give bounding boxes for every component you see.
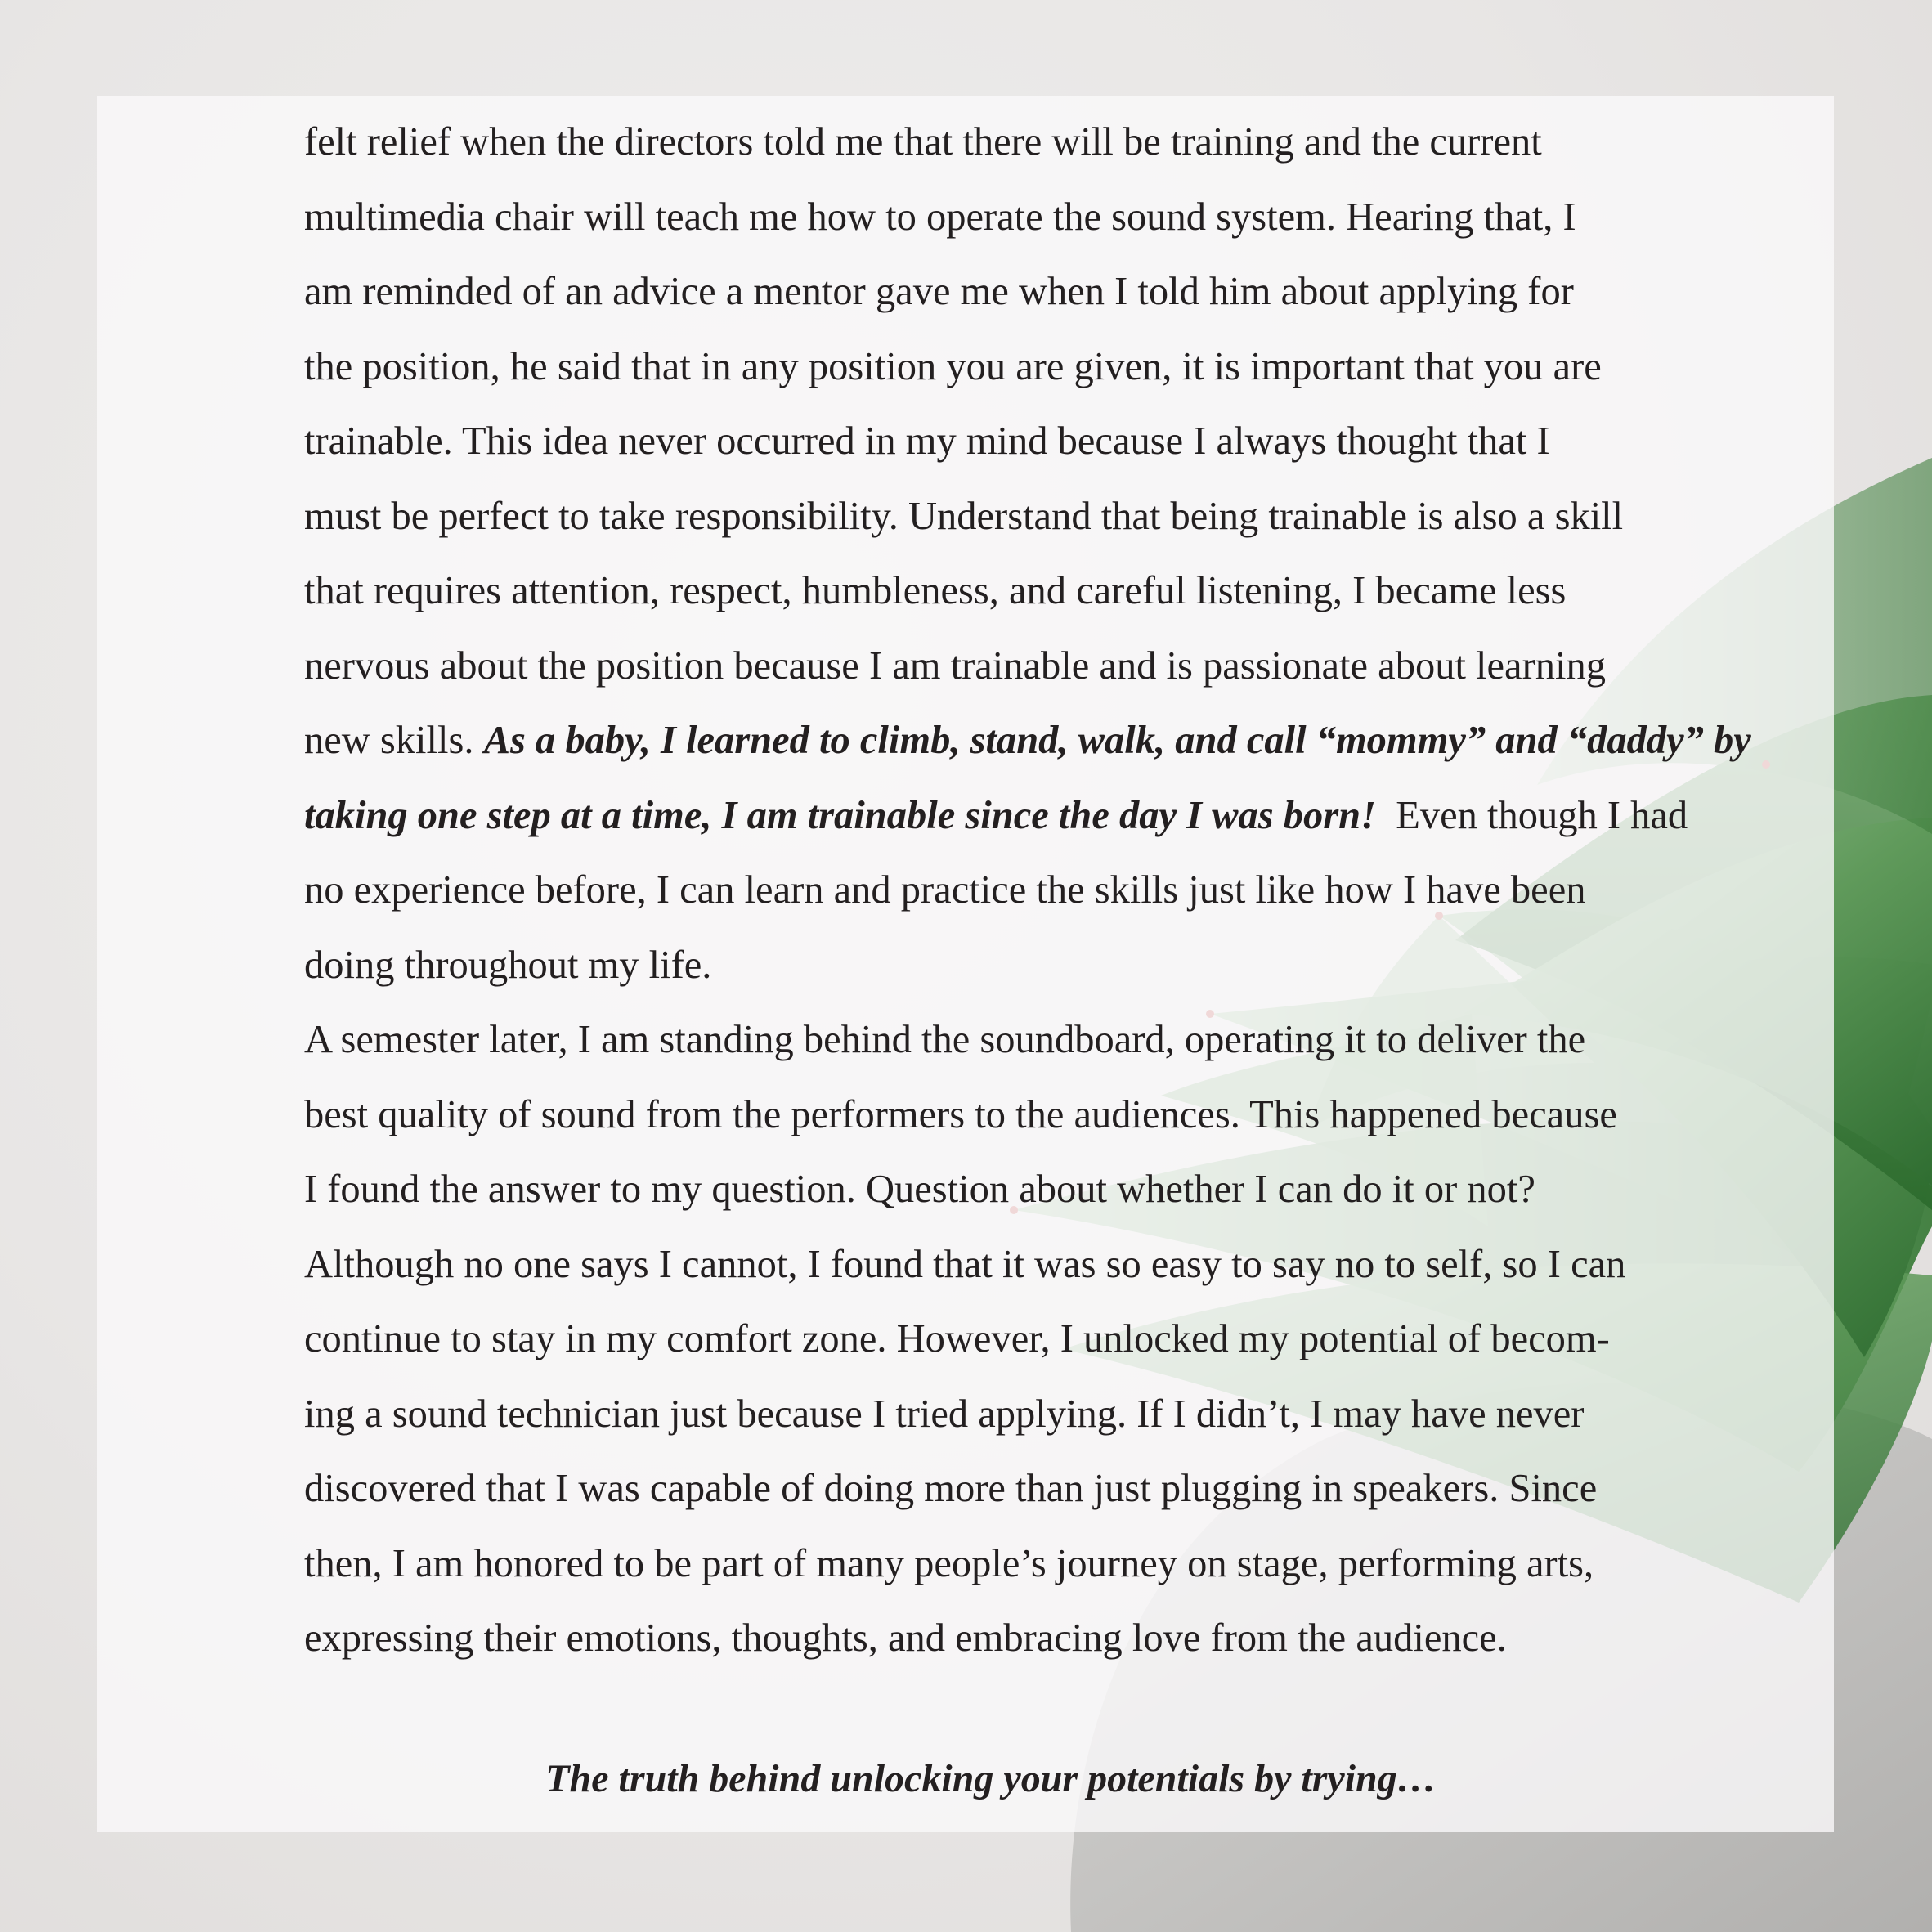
- article-line-mixed: [304, 703, 1751, 778]
- article-line: I found the answer to my question. Question about whether I can do it or not?: [304, 1168, 1535, 1211]
- caption: The truth behind unlocking your potentials by trying…: [545, 1757, 1437, 1800]
- article-line: best quality of sound from the performers to the audiences. This happened because: [304, 1092, 1617, 1136]
- emphasis-quote-part-1: As a baby, I learned to climb, stand, walk, and call “mommy” and “daddy” by: [483, 719, 1751, 762]
- article-line: nervous about the position because I am trainable and is passionate about learning: [304, 643, 1606, 688]
- article-line: A semester later, I am standing behind the soundboard, operating it to deliver the: [304, 1018, 1586, 1061]
- article-line: that requires attention, respect, humbleness, and careful listening, I became less: [304, 569, 1567, 612]
- article-line: felt relief when the directors told me that there will be training and the current: [304, 120, 1542, 164]
- article-line-mixed: [304, 778, 1688, 854]
- article-line: then, I am honored to be part of many people’s journey on stage, performing arts,: [304, 1541, 1594, 1585]
- article-line: doing throughout my life.: [304, 943, 712, 987]
- article-line: am reminded of an advice a mentor gave me when I told him about applying for: [304, 270, 1574, 313]
- article-line-start: new skills.: [304, 719, 484, 762]
- article-line: expressing their emotions, thoughts, and embracing love from the audience.: [304, 1616, 1507, 1660]
- article-line: continue to stay in my comfort zone. However, I unlocked my potential of becom-: [304, 1317, 1610, 1360]
- emphasis-quote-part-2: taking one step at a time, I am trainable since the day I was born!: [304, 793, 1376, 837]
- article-line: multimedia chair will teach me how to operate the sound system. Hearing that, I: [304, 195, 1576, 239]
- article-line: no experience before, I can learn and practice the skills just like how I have been: [304, 868, 1586, 912]
- article-line: trainable. This idea never occurred in my mind because I always thought that I: [304, 419, 1550, 463]
- article-line: ing a sound technician just because I tried applying. If I didn’t, I may have never: [304, 1392, 1585, 1436]
- article-line-end: Even though I had: [1375, 793, 1688, 837]
- article-line: discovered that I was capable of doing more than just plugging in speakers. Since: [304, 1467, 1598, 1510]
- article-line: must be perfect to take responsibility. Understand that being trainable is also a skill: [304, 494, 1624, 538]
- article-line: Although no one says I cannot, I found that it was so easy to say no to self, so I can: [304, 1242, 1626, 1286]
- article-body: [304, 105, 1751, 1676]
- article-line: the position, he said that in any position you are given, it is important that you are: [304, 344, 1602, 388]
